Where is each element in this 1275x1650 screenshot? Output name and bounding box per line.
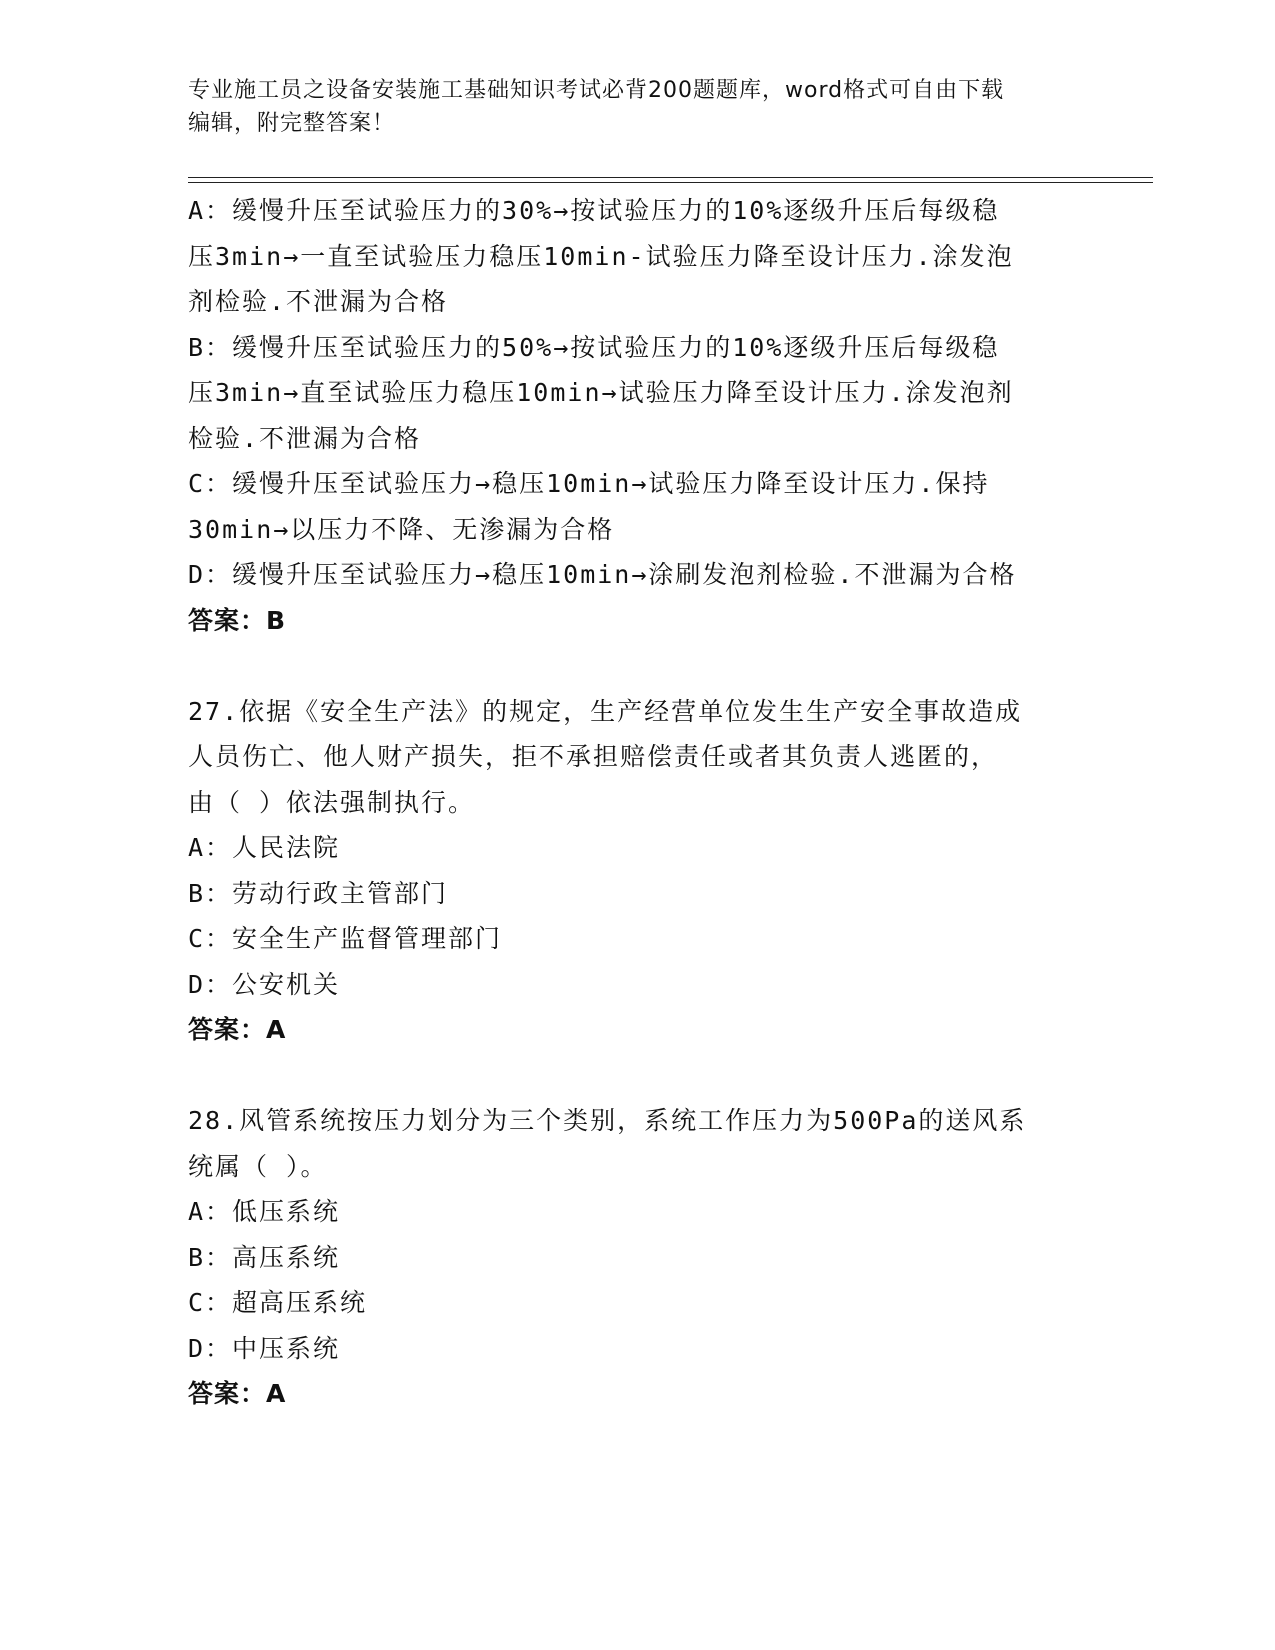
option-b <box>188 325 1088 462</box>
option-line: 检验.不泄漏为合格 <box>188 423 422 453</box>
answer-label: 答案：A <box>188 1379 287 1408</box>
option-b: B：高压系统 <box>188 1242 341 1272</box>
option-a <box>188 188 1088 325</box>
spacer <box>188 643 1088 689</box>
option-line: D：缓慢升压至试验压力→稳压10min→涂刷发泡剂检验.不泄漏为合格 <box>188 560 1017 589</box>
header-divider-bottom <box>188 182 1153 183</box>
question-stem-line: 人员伤亡、他人财产损失，拒不承担赔偿责任或者其负责人逃匿的， <box>188 742 999 771</box>
question-26-block <box>188 188 1088 643</box>
option-d <box>188 552 1088 598</box>
option-line: 30min→以压力不降、无渗漏为合格 <box>188 514 615 544</box>
option-line: 压3min→直至试验压力稳压10min→试验压力降至设计压力.涂发泡剂 <box>188 378 1014 407</box>
option-line: A：缓慢升压至试验压力的30%→按试验压力的10%逐级升压后每级稳 <box>188 196 1000 225</box>
option-a: A：低压系统 <box>188 1197 341 1226</box>
option-c <box>188 461 1088 552</box>
answer-label: 答案：A <box>188 1015 287 1044</box>
question-stem-line: 统属（ ）。 <box>188 1151 328 1181</box>
question-stem-line: 27.依据《安全生产法》的规定，生产经营单位发生生产安全事故造成 <box>188 696 1023 726</box>
option-c: C：安全生产监督管理部门 <box>188 924 503 953</box>
option-a: A：人民法院 <box>188 833 341 862</box>
document-body <box>188 188 1088 1417</box>
question-28-block <box>188 1098 1088 1417</box>
header-divider-top <box>188 177 1153 178</box>
question-stem-line: 28.风管系统按压力划分为三个类别，系统工作压力为500Pa的送风系 <box>188 1106 1027 1135</box>
answer-label: 答案：B <box>188 605 287 635</box>
document-header <box>188 74 1088 140</box>
question-stem-line: 由（ ）依法强制执行。 <box>188 787 476 817</box>
option-line: 剂检验.不泄漏为合格 <box>188 287 449 316</box>
option-b: B：劳动行政主管部门 <box>188 878 449 908</box>
option-line: C：缓慢升压至试验压力→稳压10min→试验压力降至设计压力.保持 <box>188 469 990 498</box>
option-d: D：中压系统 <box>188 1333 341 1363</box>
header-line-1: 专业施工员之设备安装施工基础知识考试必背200题题库，word格式可自由下载 <box>188 78 1005 103</box>
question-27-block <box>188 689 1088 1053</box>
option-c: C：超高压系统 <box>188 1288 368 1317</box>
header-line-2: 编辑，附完整答案！ <box>188 111 396 136</box>
option-line: B：缓慢升压至试验压力的50%→按试验压力的10%逐级升压后每级稳 <box>188 332 1000 362</box>
option-d: D：公安机关 <box>188 969 341 999</box>
option-line: 压3min→一直至试验压力稳压10min-试验压力降至设计压力.涂发泡 <box>188 241 1014 271</box>
spacer <box>188 1053 1088 1099</box>
